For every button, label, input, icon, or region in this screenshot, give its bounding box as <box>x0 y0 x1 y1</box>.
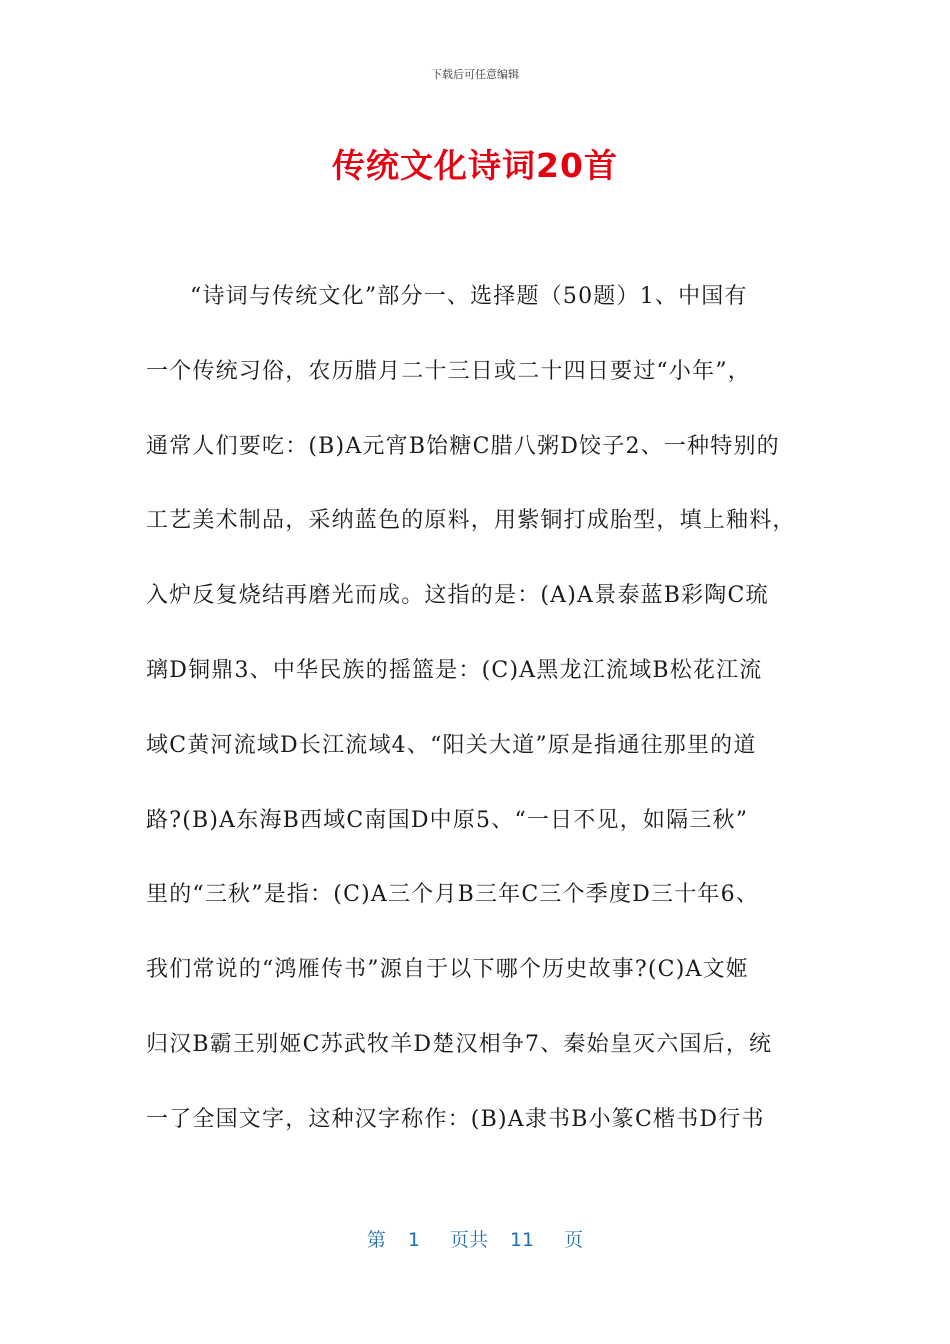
footer-current-page: 1 <box>407 1229 420 1251</box>
body-line: 我们常说的“鸿雁传书”源自于以下哪个历史故事?(C)A文姬 <box>146 957 749 983</box>
body-line: 域C黄河流域D长江流域4、“阳关大道”原是指通往那里的道 <box>146 732 757 758</box>
body-line: 一了全国文字，这种汉字称作：(B)A隶书B小篆C楷书D行书 <box>146 1106 765 1132</box>
body-text <box>146 277 816 1175</box>
body-line: 归汉B霸王别姬C苏武牧羊D楚汉相争7、秦始皇灭六国后，统 <box>146 1031 773 1057</box>
body-line: 里的“三秋”是指：(C)A三个月B三年C三个季度D三十年6、 <box>146 882 760 908</box>
body-line: 路?(B)A东海B西域C南国D中原5、“一日不见，如隔三秋” <box>146 807 749 833</box>
body-line: 入炉反复烧结再磨光而成。这指的是：(A)A景泰蓝B彩陶C琉 <box>146 583 769 609</box>
footer-prefix: 第 <box>366 1229 386 1251</box>
footer-total-pages: 11 <box>509 1229 535 1251</box>
body-line: 一个传统习俗，农历腊月二十三日或二十四日要过“小年”， <box>146 358 751 384</box>
page-footer <box>0 1225 950 1252</box>
header-note: 下载后可任意编辑 <box>431 68 519 81</box>
footer-middle: 页共 <box>449 1229 488 1251</box>
footer-suffix: 页 <box>564 1229 584 1251</box>
body-line: “诗词与传统文化”部分一、选择题（50题）1、中国有 <box>190 284 748 309</box>
body-line: 工艺美术制品，采纳蓝色的原料，用紫铜打成胎型，填上釉料， <box>146 508 796 534</box>
body-line: 璃D铜鼎3、中华民族的摇篮是：(C)A黑龙江流域B松花江流 <box>146 657 763 683</box>
document-title: 传统文化诗词20首 <box>332 146 618 185</box>
body-line: 通常人们要吃：(B)A元宵B饴糖C腊八粥D饺子2、一种特别的 <box>146 433 780 459</box>
